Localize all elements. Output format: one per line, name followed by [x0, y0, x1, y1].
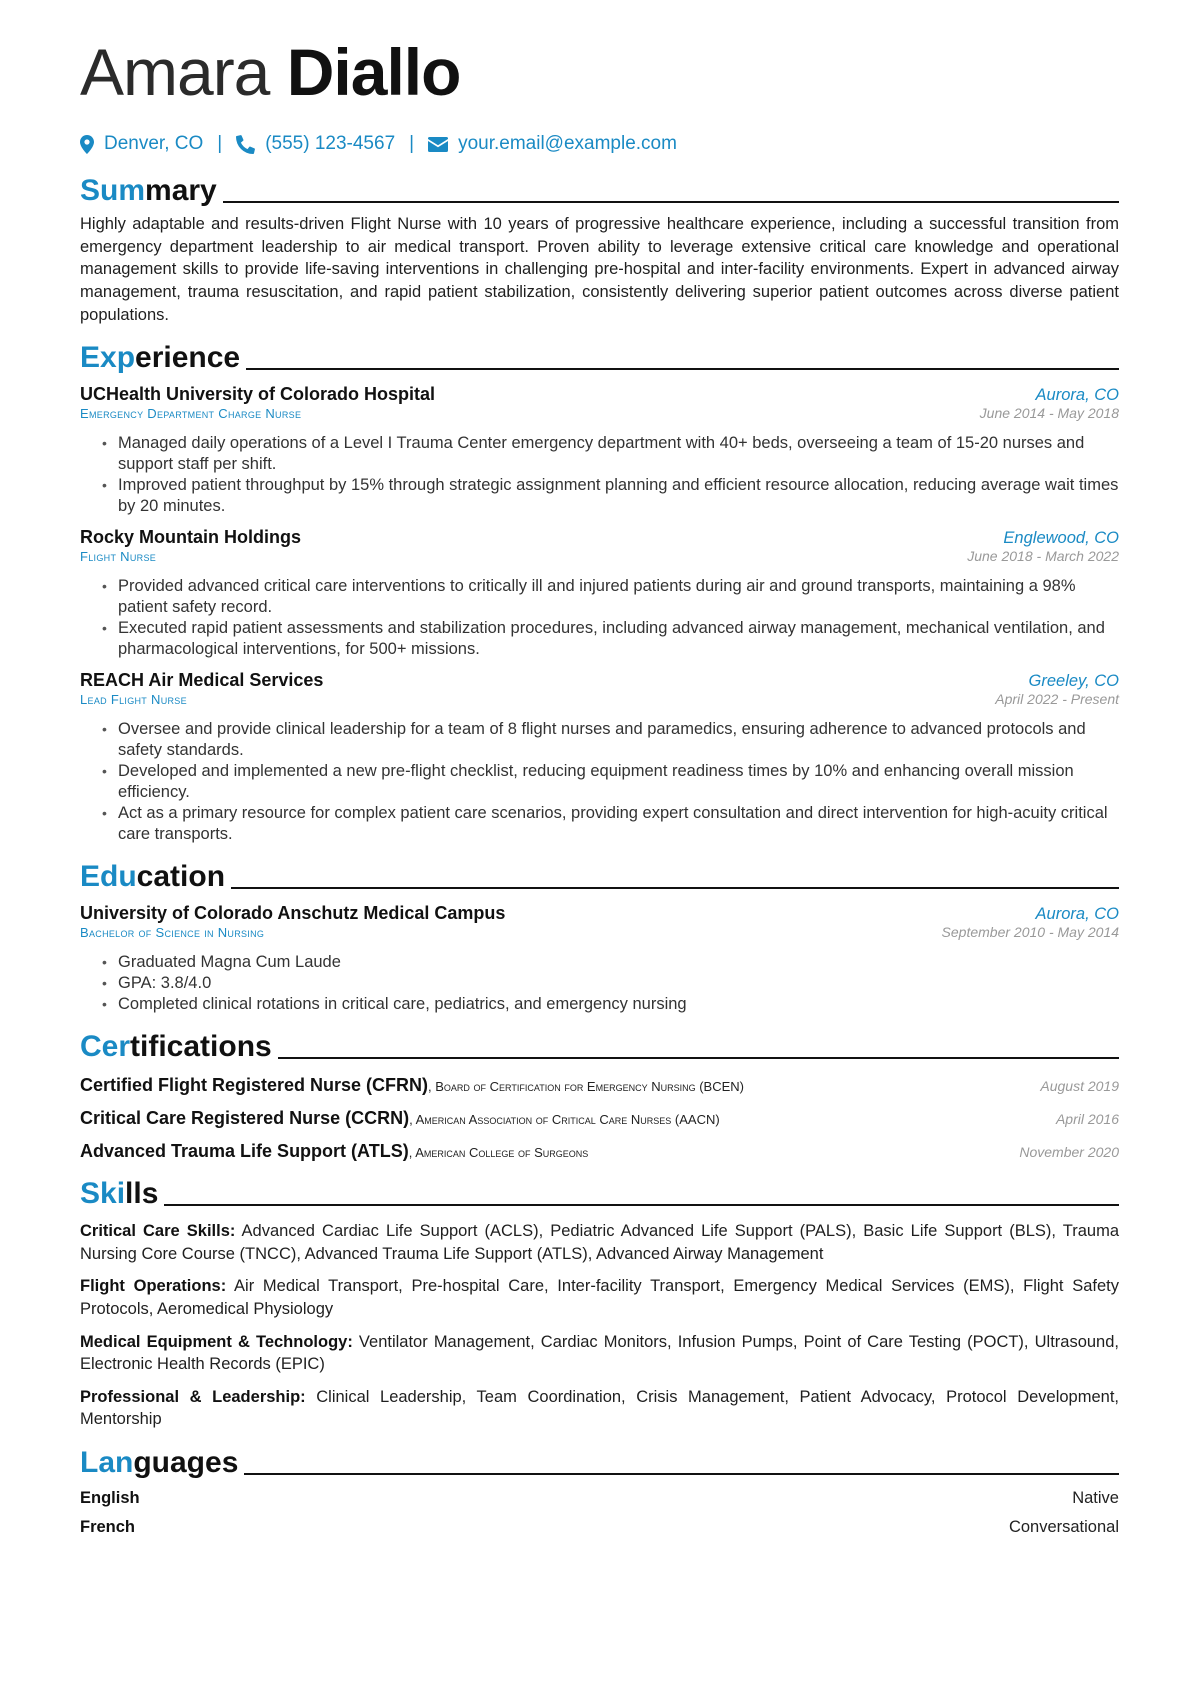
section-rule — [278, 1057, 1119, 1059]
first-name: Amara — [80, 35, 270, 109]
job-title: Emergency Department Charge Nurse — [80, 406, 302, 422]
entry-location: Englewood, CO — [1003, 529, 1119, 548]
education-entry — [80, 903, 1119, 1015]
certification-item — [80, 1141, 1119, 1162]
bullet-item: • Graduated Magna Cum Laude — [118, 952, 1119, 973]
section-title: Certifications — [80, 1030, 272, 1064]
bullet-item: • Act as a primary resource for complex patient care scenarios, providing expert consultation and direct intervention for high-acuity critical care transports. — [118, 803, 1119, 845]
section-title: Education — [80, 860, 226, 894]
employer-name: Rocky Mountain Holdings — [80, 527, 302, 548]
bullet-item: • GPA: 3.8/4.0 — [118, 973, 1119, 994]
contact-bar — [80, 129, 1119, 159]
entry-dates: June 2014 - May 2018 — [979, 405, 1119, 422]
certification-name: Critical Care Registered Nurse (CCRN) — [80, 1108, 410, 1129]
bullet-item: • Developed and implemented a new pre-flight checklist, reducing equipment readiness times by 10% and enhancing overall mission efficiency. — [118, 761, 1119, 803]
skill-label: Professional & Leadership: — [80, 1387, 306, 1406]
bullet-item: • Completed clinical rotations in critical care, pediatrics, and emergency nursing — [118, 994, 1119, 1015]
skill-label: Medical Equipment & Technology: — [80, 1332, 353, 1351]
language-level: Conversational — [1008, 1518, 1119, 1537]
contact-email[interactable] — [428, 133, 677, 155]
bullet-list — [80, 952, 1119, 1015]
degree-title: Bachelor of Science in Nursing — [80, 925, 265, 941]
contact-location — [80, 133, 203, 155]
section-heading — [80, 334, 1119, 374]
bullet-list — [80, 433, 1119, 517]
entry-dates: April 2022 - Present — [995, 691, 1119, 708]
entry-dates: September 2010 - May 2014 — [941, 924, 1119, 941]
contact-phone[interactable] — [236, 133, 395, 155]
section-heading — [80, 167, 1119, 207]
section-title: Summary — [80, 174, 217, 208]
certification-issuer: , American Association of Critical Care Nurses (AACN) — [409, 1112, 720, 1128]
section-rule — [244, 1473, 1119, 1475]
location-text: Denver, CO — [104, 133, 204, 155]
map-pin-icon — [80, 135, 94, 154]
candidate-name — [80, 35, 1119, 109]
bullet-item: • Improved patient throughput by 15% through strategic assignment planning and efficient resource allocation, reducing average wait times by 20 minutes. — [118, 475, 1119, 517]
language-name: French — [80, 1518, 136, 1537]
section-title: Skills — [80, 1177, 159, 1211]
skill-list: Air Medical Transport, Pre-hospital Care, Inter-facility Transport, Emergency Medical Services (EMS), Flight Safety Protocols, Aeromedical Physiology — [80, 1277, 1119, 1319]
language-item — [80, 1489, 1119, 1508]
certification-date: April 2016 — [1055, 1111, 1119, 1128]
bullet-list — [80, 576, 1119, 660]
entry-location: Aurora, CO — [1035, 905, 1119, 924]
experience-entry — [80, 670, 1119, 845]
entry-location: Aurora, CO — [1035, 386, 1119, 405]
employer-name: UCHealth University of Colorado Hospital — [80, 384, 436, 405]
skill-label: Critical Care Skills: — [80, 1222, 236, 1241]
contact-separator: | — [409, 133, 415, 155]
summary-text: Highly adaptable and results-driven Flight Nurse with 10 years of progressive healthcare experience, including a successful transition from emergency department leadership to air medical transport. Proven ability to leverage extensive critical care knowledge and operational management skills to provide life-saving interventions in challenging pre-hospital and inter-facility environments. Expert in advanced airway management, trauma resuscitation, and rapid patient stabilization, consistently delivering superior patient outcomes across diverse patient populations. — [80, 215, 1119, 324]
certification-issuer: , American College of Surgeons — [408, 1145, 589, 1161]
section-rule — [231, 887, 1119, 889]
bullet-list — [80, 719, 1119, 845]
entry-location: Greeley, CO — [1028, 672, 1119, 691]
job-title: Lead Flight Nurse — [80, 692, 187, 708]
certification-issuer: , Board of Certification for Emergency Nursing (BCEN) — [428, 1079, 744, 1095]
languages-section — [80, 1439, 1119, 1537]
resume-page — [80, 35, 1119, 1537]
section-rule — [223, 201, 1119, 203]
section-heading — [80, 1023, 1119, 1063]
skill-group — [80, 1386, 1119, 1431]
bullet-item: • Managed daily operations of a Level I Trauma Center emergency department with 40+ beds, overseeing a team of 15-20 nurses and support staff per shift. — [118, 433, 1119, 475]
experience-entry — [80, 527, 1119, 660]
job-title: Flight Nurse — [80, 549, 157, 565]
experience-section — [80, 334, 1119, 845]
school-name: University of Colorado Anschutz Medical Campus — [80, 903, 506, 924]
phone-icon — [236, 135, 255, 154]
skills-section — [80, 1170, 1119, 1431]
section-rule — [164, 1204, 1119, 1206]
email-text: your.email@example.com — [458, 133, 677, 155]
section-title: Languages — [80, 1446, 239, 1480]
language-name: English — [80, 1489, 140, 1508]
skill-label: Flight Operations: — [80, 1277, 227, 1296]
language-item — [80, 1518, 1119, 1537]
certification-name: Certified Flight Registered Nurse (CFRN) — [80, 1075, 429, 1096]
certification-date: November 2020 — [1019, 1144, 1119, 1161]
language-level: Native — [1072, 1489, 1119, 1508]
envelope-icon — [428, 137, 448, 152]
section-rule — [246, 368, 1119, 370]
phone-text: (555) 123-4567 — [265, 133, 396, 155]
skill-list: Ventilator Management, Cardiac Monitors, Infusion Pumps, Point of Care Testing (POCT), Ultrasound, Electronic Health Records (EPIC) — [80, 1332, 1119, 1374]
skill-list: Advanced Cardiac Life Support (ACLS), Pediatric Advanced Life Support (PALS), Basic Life Support (BLS), Trauma Nursing Core Course (TNCC), Advanced Trauma Life Support (ATLS), Advanced Airway Management — [80, 1222, 1119, 1263]
skill-group — [80, 1220, 1119, 1265]
bullet-item: • Provided advanced critical care interventions to critically ill and injured patients during air and ground transports, maintaining a 98% patient safety record. — [118, 576, 1119, 618]
experience-entry — [80, 384, 1119, 517]
section-title: Experience — [80, 341, 241, 375]
entry-dates: June 2018 - March 2022 — [967, 548, 1119, 565]
employer-name: REACH Air Medical Services — [80, 670, 324, 691]
education-section — [80, 853, 1119, 1015]
section-heading — [80, 853, 1119, 893]
skill-group — [80, 1331, 1119, 1376]
summary-section — [80, 167, 1119, 326]
certification-date: August 2019 — [1040, 1078, 1119, 1095]
bullet-item: • Oversee and provide clinical leadership for a team of 8 flight nurses and paramedics, ensuring adherence to advanced protocols and safety standards. — [118, 719, 1119, 761]
contact-separator: | — [217, 133, 223, 155]
certification-item — [80, 1108, 1119, 1129]
skill-group — [80, 1275, 1119, 1320]
last-name: Diallo — [286, 35, 461, 109]
skill-list: Clinical Leadership, Team Coordination, Crisis Management, Patient Advocacy, Protocol Development, Mentorship — [80, 1387, 1119, 1429]
certifications-section — [80, 1023, 1119, 1162]
certification-item — [80, 1075, 1119, 1096]
section-heading — [80, 1170, 1119, 1210]
bullet-item: • Executed rapid patient assessments and stabilization procedures, including advanced airway management, mechanical ventilation, and pharmacological interventions, for 500+ missions. — [118, 618, 1119, 660]
section-heading — [80, 1439, 1119, 1479]
certification-name: Advanced Trauma Life Support (ATLS) — [80, 1141, 409, 1162]
